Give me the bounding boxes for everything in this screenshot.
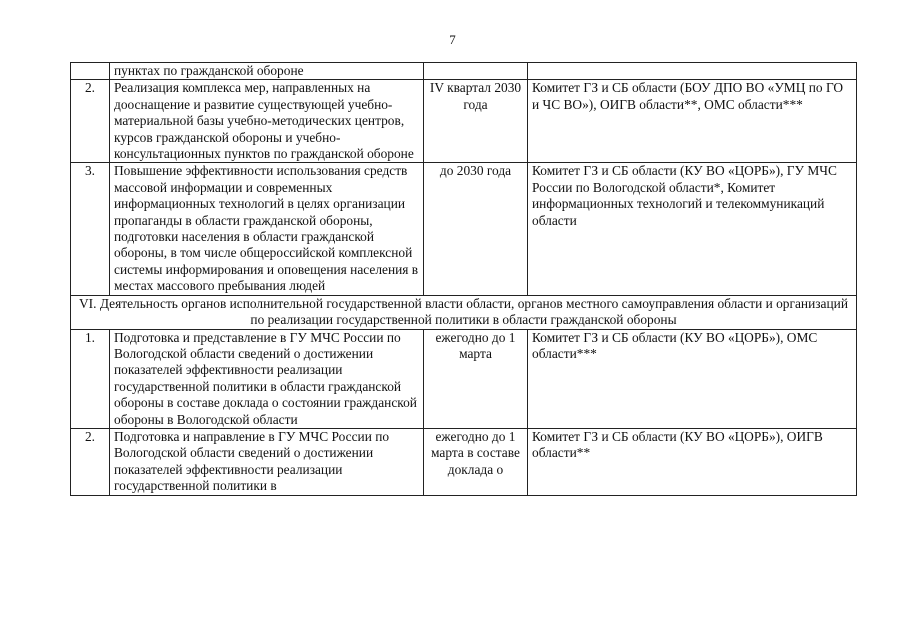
table-row (71, 163, 857, 295)
page-number: 7 (449, 32, 456, 47)
row-responsible: Комитет ГЗ и СБ области (КУ ВО «ЦОРБ»), ОМС области*** (528, 329, 857, 428)
row-activity: Подготовка и представление в ГУ МЧС России по Вологодской области сведений о достижении показателей эффективности реализации государственной политики в области гражданской обороны в составе доклада о состоянии гражданской обороны в Вологодской области (110, 329, 424, 428)
row-term: до 2030 года (424, 163, 528, 295)
section-heading: VI. Деятельность органов исполнительной государственной власти области, органов местного самоуправления области и организаций по реализации государственной политики в области гражданской обороны (71, 295, 857, 329)
table-row (71, 329, 857, 428)
table-row-continuation (71, 63, 857, 80)
row-term (424, 63, 528, 80)
row-number: 2. (71, 428, 110, 495)
row-term: ежегодно до 1 марта в составе доклада о (424, 428, 528, 495)
row-term: ежегодно до 1 марта (424, 329, 528, 428)
row-activity: Повышение эффективности использования средств массовой информации и современных информационных технологий в целях организации пропаганды в области гражданской обороны, подготовки населения в области гражданской обороны, в том числе общероссийской комплексной системы информирования и оповещения населения в местах массового пребывания людей (110, 163, 424, 295)
row-number: 3. (71, 163, 110, 295)
row-activity: Подготовка и направление в ГУ МЧС России по Вологодской области сведений о достижении показателей эффективности реализации государственной политики в (110, 428, 424, 495)
row-term: IV квартал 2030 года (424, 80, 528, 163)
section-row (71, 295, 857, 329)
row-activity: пунктах по гражданской обороне (110, 63, 424, 80)
table-row (71, 428, 857, 495)
row-responsible: Комитет ГЗ и СБ области (КУ ВО «ЦОРБ»), ГУ МЧС России по Вологодской области*, Комитет информационных технологий и телекоммуникаций области (528, 163, 857, 295)
row-activity: Реализация комплекса мер, направленных на дооснащение и развитие существующей учебно-материальной базы учебно-методических центров, курсов гражданской обороны и учебно-консультационных пунктов по гражданской обороне (110, 80, 424, 163)
row-number: 1. (71, 329, 110, 428)
row-responsible (528, 63, 857, 80)
row-responsible: Комитет ГЗ и СБ области (КУ ВО «ЦОРБ»), ОИГВ области** (528, 428, 857, 495)
plan-table (70, 62, 857, 496)
row-number: 2. (71, 80, 110, 163)
table-row (71, 80, 857, 163)
row-responsible: Комитет ГЗ и СБ области (БОУ ДПО ВО «УМЦ по ГО и ЧС ВО»), ОИГВ области**, ОМС области*** (528, 80, 857, 163)
row-number (71, 63, 110, 80)
